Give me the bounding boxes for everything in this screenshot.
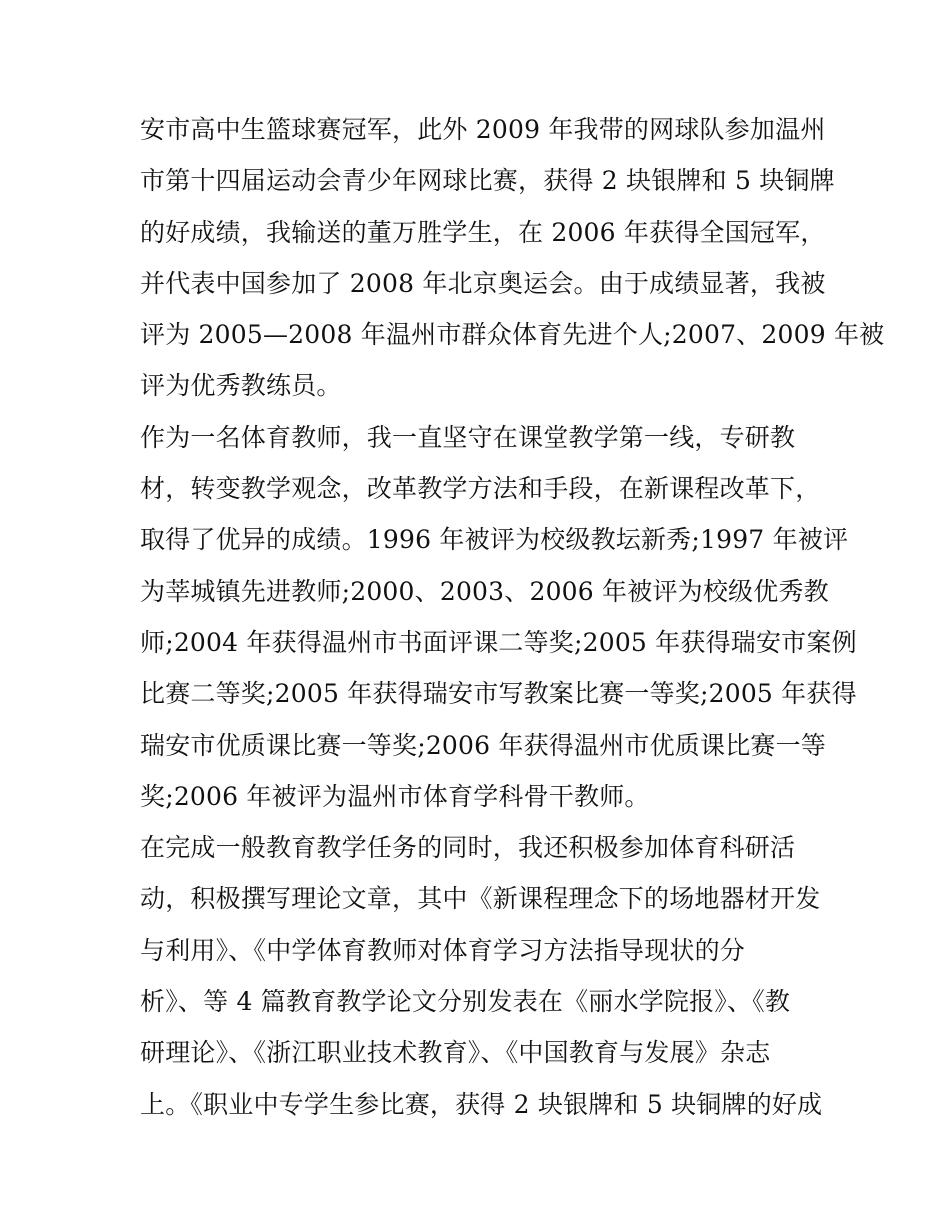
- text-line: 动，积极撰写理论文章，其中《新课程理念下的场地器材开发: [140, 884, 821, 914]
- text-line: 瑞安市优质课比赛一等奖;2006 年获得温州市优质课比赛一等: [140, 730, 826, 760]
- text-line: 并代表中国参加了 2008 年北京奥运会。由于成绩显著，我被: [140, 268, 826, 298]
- text-line: 为莘城镇先进教师;2000、2003、2006 年被评为校级优秀教: [140, 576, 829, 606]
- text-line: 材，转变教学观念，改革教学方法和手段，在新课程改革下，: [140, 474, 821, 504]
- text-line: 评为优秀教练员。: [140, 371, 342, 401]
- text-line: 与利用》、《中学体育教师对体育学习方法指导现状的分: [140, 935, 746, 965]
- text-line: 在完成一般教育教学任务的同时，我还积极参加体育科研活: [140, 833, 796, 863]
- text-line: 评为 2005—2008 年温州市群众体育先进个人;2007、2009 年被: [140, 320, 885, 350]
- text-line: 作为一名体育教师，我一直坚守在课堂教学第一线，专研教: [140, 422, 796, 452]
- text-line: 取得了优异的成绩。1996 年被评为校级教坛新秀;1997 年被评: [140, 525, 849, 555]
- document-body: [140, 104, 885, 1130]
- text-line: 研理论》、《浙江职业技术教育》、《中国教育与发展》杂志: [140, 1038, 771, 1068]
- text-line: 上。《职业中专学生参比赛，获得 2 块银牌和 5 块铜牌的好成: [140, 1089, 823, 1119]
- text-line: 市第十四届运动会青少年网球比赛，获得 2 块银牌和 5 块铜牌: [140, 166, 835, 196]
- text-line: 安市高中生篮球赛冠军，此外 2009 年我带的网球队参加温州: [140, 115, 826, 144]
- text-line: 的好成绩，我输送的董万胜学生，在 2006 年获得全国冠军，: [140, 217, 826, 247]
- text-line: 师;2004 年获得温州市书面评课二等奖;2005 年获得瑞安市案例: [140, 627, 857, 657]
- text-line: 析》、等 4 篇教育教学论文分别发表在《丽水学院报》、《教: [140, 987, 791, 1017]
- text-line: 比赛二等奖;2005 年获得瑞安市写教案比赛一等奖;2005 年获得: [140, 679, 857, 709]
- text-line: 奖;2006 年被评为温州市体育学科骨干教师。: [140, 781, 650, 811]
